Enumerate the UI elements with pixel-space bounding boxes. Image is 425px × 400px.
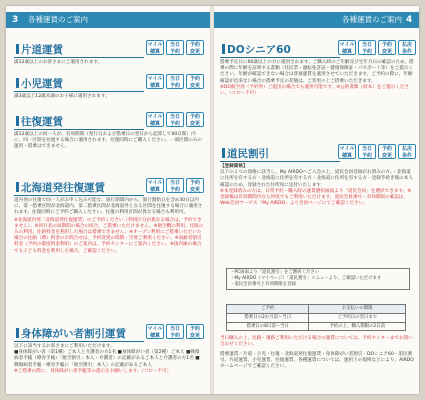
same-day-badge: 当日 予約	[166, 324, 184, 339]
section-title: 道民割引	[220, 148, 340, 162]
table-header-row	[227, 305, 406, 314]
same-day-badge: 当日 予約	[358, 144, 376, 159]
hokkaido-text: 道内発の往復で同一人がお申し込み可能な、旅行期間内から、旅行開始日を含め30日以内に、第一搭乗区間が北海道内、第二搭乗区間が北海道外となる区間を往復する場合に適用されます。往復同時にご予約ご購入ください。往復の利用区間が異なる場合も利用可。	[14, 198, 203, 216]
same-day-badge: 当日 予約	[166, 112, 184, 127]
table-header: ご予約	[227, 305, 309, 314]
same-day-badge: 当日 予約	[166, 74, 184, 89]
ofuku-text: 満12歳以上の同一人が、有効期間（発行日および搭乗日の翌日から起算して90日間）内に、同一区間を往復する場合に適用されます。往復同時にご購入ください。一部区間のみの運用・搭乗はできません。	[14, 132, 202, 150]
section-title: 片道運賃	[14, 44, 144, 58]
same-day-badge: 当日 予約	[166, 178, 184, 193]
badges-shoni	[146, 74, 204, 89]
table-cell: 予約の上、購入期限の2日前	[309, 322, 406, 331]
section-senior	[220, 44, 340, 58]
section-title: 往復運賃	[14, 116, 144, 130]
change-badge: 予約 変更	[186, 74, 204, 89]
table-cell: 搭乗日の8日前～当日	[227, 322, 309, 331]
mileage-badge: マイル 積算	[339, 146, 355, 159]
section-shogai	[14, 328, 144, 342]
left-page-number: 3	[12, 15, 19, 25]
mileage-badge: マイル 積算	[147, 326, 163, 339]
table-row	[227, 322, 406, 331]
doumin-closing: 搭乗運賃／片道・小児・往復・北海道発往復運賃・身体障がい者割引・DOシニア60・道民割引。片道運賃、小児運賃、往復運賃、各種運賃については、運用上の規則などにより、AIRDOホームページでご確認ください。	[220, 352, 414, 370]
hokkaido-body	[14, 198, 204, 255]
same-day-badge: 当日 予約	[166, 40, 184, 55]
table-cell: 搭乗日の2か月前～当日	[227, 313, 309, 322]
right-header-bar	[214, 12, 419, 28]
badges-hokkaido	[146, 178, 204, 193]
table-row	[227, 313, 406, 322]
shogai-intro: 以下に該当するお客さまにご利用いただけます。	[14, 344, 115, 349]
right-page	[214, 6, 419, 394]
section-doumin	[220, 148, 340, 162]
hokkaido-notes: ※北海道内発「北海道発往復運賃」のご予約ください（利用区分が異なる場合は、予約できません）。※同行者の同期間の場合の同合、ご搭乗いただけません。※航空機の利用、往路のみの利用、往路料金を利用した場合は搭乗できません。※オープン利用にご搭乗いただいた場合の往路（期）料金のお問合せは、予約変更の時期・空席ご利用ください。※高齢者割引料金（予約の都度料金利用）のご案内は、予約センターにご案内ください。※国内線の場合でも子ども料金を利用した場合、ご確認ください。	[14, 217, 204, 254]
mileage-badge: マイル 積算	[147, 42, 163, 55]
section-title: DOシニア60	[220, 44, 340, 58]
left-page	[6, 6, 210, 394]
doumin-notes: ※本登録済みの方は、日常予約・購入時の運賃選択画面より「道民会員」を選択できます。※登録後は有効期間内なら何度でもご利用いただけます。道民会員番号・有効期限の確認は、Web会員サービス「My AIRDO」より会員ページにてご確認ください。	[220, 188, 412, 207]
badges-kataomichi	[146, 40, 204, 55]
refund-badge: 払戻 条件	[398, 40, 416, 55]
change-badge: 予約 変更	[378, 40, 396, 55]
shogai-notes: ※ご搭乗の際に、身体障がい者手帳等の提示をお願いします。（コピー不可）	[14, 368, 172, 374]
table-header: お支払いの期限	[309, 305, 406, 314]
same-day-badge: 当日 予約	[358, 40, 376, 55]
box-line: ・道民会員番号と有効期限を登録	[230, 282, 296, 287]
mileage-badge: マイル 積算	[147, 114, 163, 127]
mileage-badge: マイル 積算	[147, 76, 163, 89]
doumin-body	[220, 164, 414, 207]
right-header-title: 各種運賃のご案内	[342, 15, 402, 24]
left-header-bar	[6, 12, 210, 28]
section-title: 身体障がい者割引運賃	[14, 328, 144, 342]
section-kataomichi	[14, 44, 144, 66]
right-page-number: 4	[406, 15, 413, 25]
senior-body	[220, 60, 414, 97]
section-ofuku	[14, 116, 144, 130]
table-cell: ご予約日の翌日まで	[309, 313, 406, 322]
badges-shogai	[146, 324, 204, 339]
doumin-sub: 【登録資格】	[220, 164, 248, 169]
badges-doumin	[338, 144, 416, 159]
doumin-text: 以下の２つの資格に該当し、My AIRDOへご入会の上、道民会員登録がお済みの方。・北海道に住所を有する方・北海道に住所を有する方・北海道に住所を有する方・登録手続き後の本人確認のため、登録された住所宛に送付いたします	[220, 170, 413, 188]
shogai-body	[14, 344, 204, 375]
senior-text: 搭乗予定日に60歳以上の方に適用されます。ご購入時のご年齢及び生年月日の確認のため、搭乗の際に年齢を証明する書類（住民票・運転免許証・健康保険証・パスポート等）をご提示ください。年齢が確認できない場合は普通運賃を適用させていただきます。ご予約の際に、年齢確認が出来ない場合の搭乗予定の差額は、ご変更の上ご搭乗いただきます。	[220, 60, 414, 84]
brochure-spread	[6, 6, 419, 394]
box-line: ・PC画面より「道民割引」をご選択ください	[230, 270, 320, 275]
change-badge: 予約 変更	[186, 324, 204, 339]
badges-ofuku	[146, 112, 204, 127]
senior-notes: ※DO航空券（予約券）ご提出の場合でも適用可能です。※公的書類（原本）をご提示ください。（コピー不可）	[220, 84, 410, 97]
refund-badge: 払戻 条件	[398, 144, 416, 159]
section-title: 北海道発往復運賃	[14, 182, 144, 196]
change-badge: 予約 変更	[378, 144, 396, 159]
shogai-items: ■身体障がい者（第1種）ご本人と介護者の方1名 ■身体障がい者（第2種）ご本人 ■戦傷病者手帳（療育手帳）「航空割引」本人・介護者）の記載があるご本人と介護者の方1名 ■戦傷病者手帳・療育手帳に「航空割引」本人）の記載があるご本人	[14, 350, 200, 368]
section-title: 小児運賃	[14, 78, 144, 92]
change-badge: 予約 変更	[186, 112, 204, 127]
doumin-info-box	[226, 268, 410, 290]
mileage-badge: マイル 積算	[339, 42, 355, 55]
section-text: 満12歳以上のお客さまにご適用されます。	[14, 60, 103, 65]
doumin-table	[226, 304, 406, 331]
section-hokkaido	[14, 182, 144, 196]
section-shoni	[14, 78, 144, 100]
change-badge: 予約 変更	[186, 40, 204, 55]
doumin-footnote: 当日購入の上、往路・復路ご利用いただける場合の運賃については、予約センターまでお問い合わせください。	[220, 336, 413, 348]
left-header-title: 各種運賃のご案内	[28, 15, 88, 24]
box-line: ・My AIRDO（マイページ）「道民割引」メニューより、ご確認いただけます	[230, 276, 382, 281]
mileage-badge: マイル 積算	[147, 180, 163, 193]
change-badge: 予約 変更	[186, 178, 204, 193]
badges-senior	[338, 40, 416, 55]
section-text: 満3歳以上12歳未満のお子様に適用されます。	[14, 94, 110, 99]
